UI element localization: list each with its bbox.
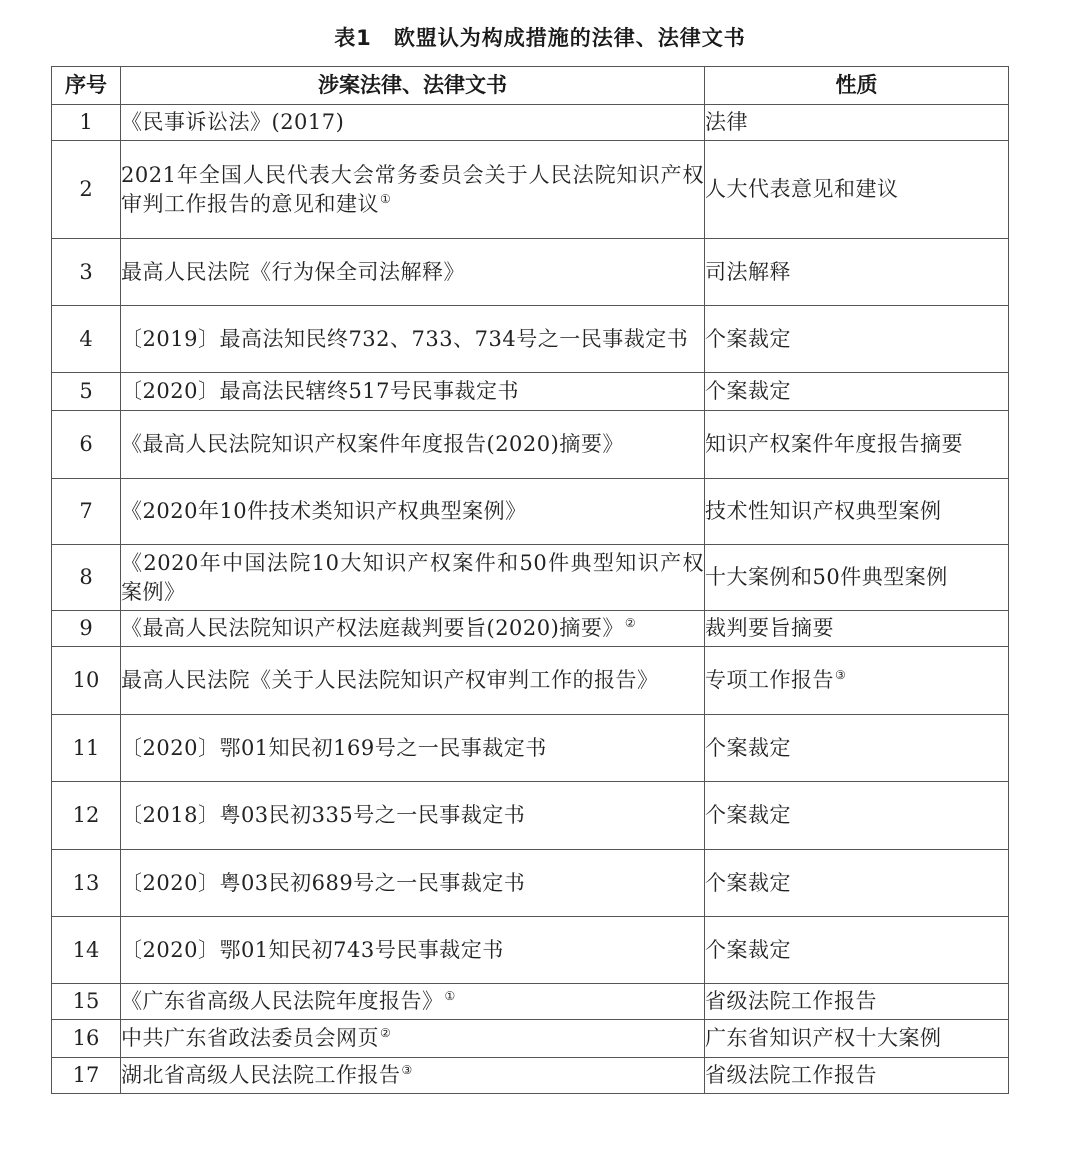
footnote-marker: ③	[835, 668, 847, 682]
table-row	[52, 782, 1009, 850]
footnote-marker: ②	[624, 616, 637, 630]
row-nature	[705, 1058, 1009, 1094]
table-body	[52, 105, 1009, 1094]
footnote-marker: ①	[380, 191, 392, 206]
document-text: 《广东省高级人民法院年度报告》	[121, 989, 444, 1013]
table-row	[52, 715, 1009, 782]
document-text: 《最高人民法院知识产权法庭裁判要旨(2020)摘要》	[121, 616, 624, 640]
row-nature	[705, 647, 1009, 715]
nature-text: 省级法院工作报告	[705, 989, 877, 1013]
row-number: 2	[52, 141, 121, 239]
row-nature	[705, 479, 1009, 545]
document-text: 《民事诉讼法》(2017)	[121, 110, 345, 134]
table-row	[52, 479, 1009, 545]
row-document	[121, 141, 705, 239]
row-nature	[705, 1020, 1009, 1058]
row-document	[121, 373, 705, 411]
document-text: 〔2020〕鄂01知民初743号民事裁定书	[121, 937, 504, 962]
row-number: 1	[52, 105, 121, 141]
row-document	[121, 105, 705, 141]
table-row	[52, 917, 1009, 984]
header-no: 序号	[52, 67, 121, 105]
document-text: 最高人民法院《关于人民法院知识产权审判工作的报告》	[121, 668, 659, 692]
document-text: 《最高人民法院知识产权案件年度报告(2020)摘要》	[121, 432, 624, 456]
row-number: 11	[52, 715, 121, 782]
header-document: 涉案法律、法律文书	[121, 67, 705, 105]
table-row	[52, 411, 1009, 479]
row-nature	[705, 850, 1009, 917]
document-text: 〔2019〕最高法知民终732、733、734号之一民事裁定书	[121, 326, 689, 351]
row-nature	[705, 611, 1009, 647]
row-document	[121, 239, 705, 306]
table-row	[52, 984, 1009, 1020]
row-document	[121, 984, 705, 1020]
row-document	[121, 782, 705, 850]
document-text: 〔2020〕最高法民辖终517号民事裁定书	[121, 379, 520, 403]
table-number: 表1	[334, 26, 372, 50]
row-document	[121, 1058, 705, 1094]
row-number: 6	[52, 411, 121, 479]
row-nature	[705, 373, 1009, 411]
row-nature	[705, 715, 1009, 782]
row-number: 13	[52, 850, 121, 917]
row-number: 10	[52, 647, 121, 715]
row-nature	[705, 141, 1009, 239]
row-number: 16	[52, 1020, 121, 1058]
row-document	[121, 1020, 705, 1058]
document-text: 《2020年中国法院10大知识产权案件和50件典型知识产权案例》	[121, 550, 704, 604]
row-document	[121, 306, 705, 373]
table-row	[52, 545, 1009, 611]
table-row	[52, 105, 1009, 141]
row-number: 4	[52, 306, 121, 373]
row-number: 15	[52, 984, 121, 1020]
row-nature	[705, 917, 1009, 984]
nature-text: 个案裁定	[705, 735, 791, 760]
row-nature	[705, 411, 1009, 479]
footnote-marker: ②	[380, 1026, 392, 1040]
row-number: 17	[52, 1058, 121, 1094]
row-document	[121, 411, 705, 479]
table-title: 欧盟认为构成措施的法律、法律文书	[393, 26, 746, 50]
document-text: 最高人民法院《行为保全司法解释》	[121, 259, 465, 284]
row-document	[121, 479, 705, 545]
document-text: 2021年全国人民代表大会常务委员会关于人民法院知识产权审判工作报告的意见和建议	[121, 162, 704, 216]
row-document	[121, 647, 705, 715]
row-number: 3	[52, 239, 121, 306]
row-number: 8	[52, 545, 121, 611]
document-text: 《2020年10件技术类知识产权典型案例》	[121, 499, 527, 523]
header-nature: 性质	[705, 67, 1009, 105]
document-text: 〔2020〕鄂01知民初169号之一民事裁定书	[121, 735, 547, 760]
footnote-marker: ①	[444, 989, 456, 1003]
row-nature	[705, 545, 1009, 611]
document-text: 湖北省高级人民法院工作报告	[121, 1063, 401, 1087]
row-number: 5	[52, 373, 121, 411]
row-number: 9	[52, 611, 121, 647]
row-nature	[705, 306, 1009, 373]
nature-text: 个案裁定	[705, 937, 791, 962]
nature-text: 个案裁定	[705, 870, 791, 895]
document-text: 中共广东省政法委员会网页	[121, 1026, 379, 1050]
row-nature	[705, 239, 1009, 306]
nature-text: 个案裁定	[705, 326, 791, 351]
nature-text: 个案裁定	[705, 379, 791, 403]
table-row	[52, 850, 1009, 917]
table-row	[52, 373, 1009, 411]
row-nature	[705, 782, 1009, 850]
row-document	[121, 611, 705, 647]
document-text: 〔2020〕粤03民初689号之一民事裁定书	[121, 870, 526, 895]
table-row	[52, 1020, 1009, 1058]
row-number: 14	[52, 917, 121, 984]
table-row	[52, 611, 1009, 647]
row-document	[121, 715, 705, 782]
table-row	[52, 239, 1009, 306]
nature-text: 司法解释	[705, 259, 791, 284]
nature-text: 个案裁定	[705, 803, 791, 827]
row-nature	[705, 105, 1009, 141]
table-row	[52, 647, 1009, 715]
document-text: 〔2018〕粤03民初335号之一民事裁定书	[121, 803, 526, 827]
table-caption	[0, 22, 1080, 52]
row-document	[121, 850, 705, 917]
table-row	[52, 141, 1009, 239]
nature-text: 专项工作报告	[705, 668, 834, 692]
header-row	[52, 67, 1009, 105]
nature-text: 省级法院工作报告	[705, 1063, 877, 1087]
nature-text: 人大代表意见和建议	[705, 177, 899, 201]
nature-text: 技术性知识产权典型案例	[705, 499, 942, 523]
nature-text: 知识产权案件年度报告摘要	[705, 432, 963, 456]
row-number: 12	[52, 782, 121, 850]
row-document	[121, 917, 705, 984]
table-row	[52, 306, 1009, 373]
table-row	[52, 1058, 1009, 1094]
measures-table	[51, 66, 1009, 1094]
nature-text: 十大案例和50件典型案例	[705, 565, 948, 589]
footnote-marker: ③	[401, 1063, 413, 1077]
nature-text: 广东省知识产权十大案例	[705, 1026, 942, 1050]
row-document	[121, 545, 705, 611]
row-number: 7	[52, 479, 121, 545]
nature-text: 裁判要旨摘要	[705, 616, 834, 640]
nature-text: 法律	[705, 110, 748, 134]
row-nature	[705, 984, 1009, 1020]
